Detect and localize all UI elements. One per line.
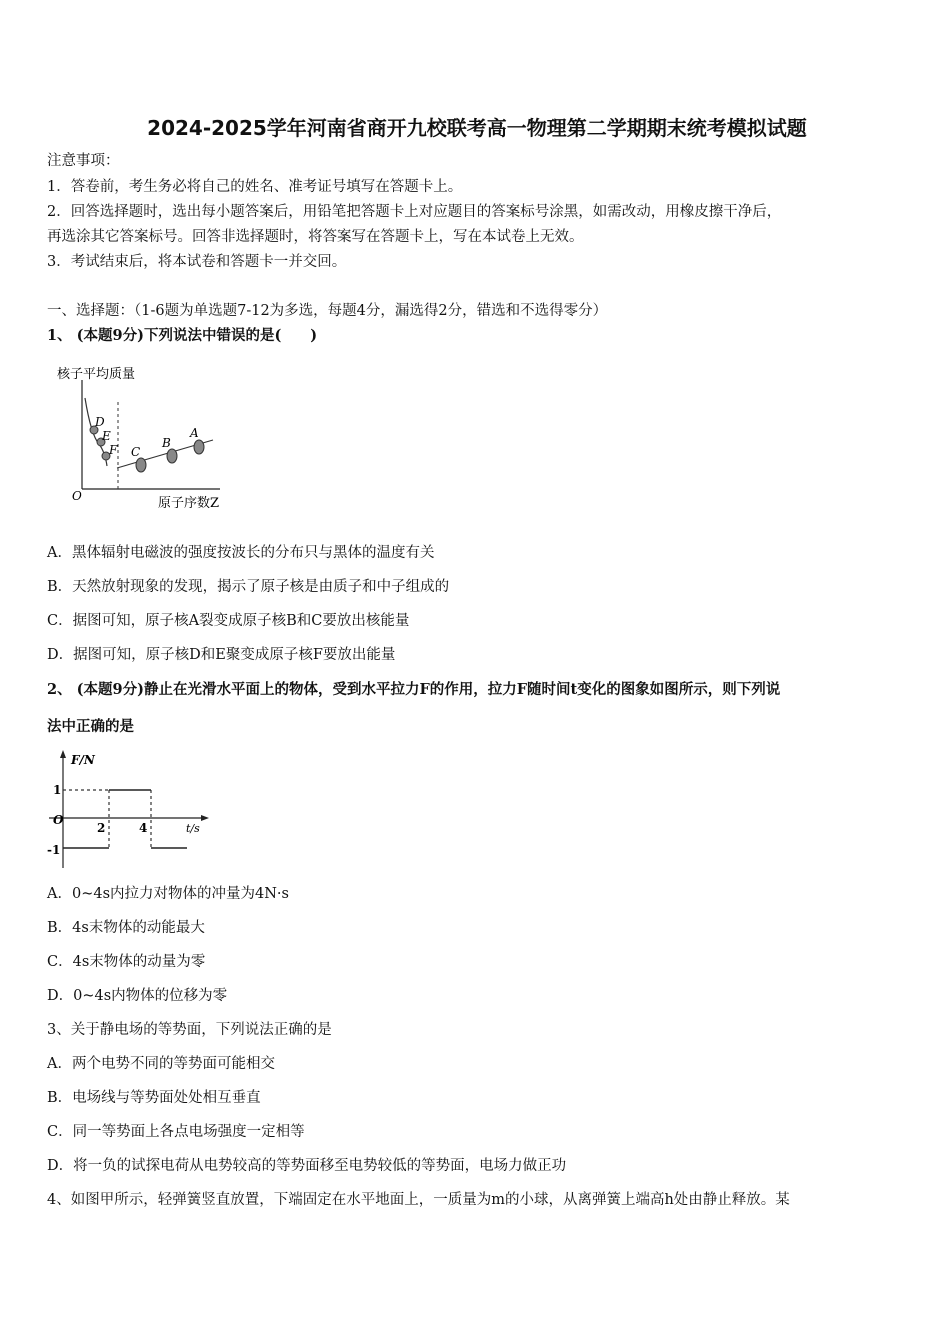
q2-option-c: C．4s末物体的动量为零: [47, 954, 206, 970]
q2-stem-line1: 2、 (本题9分)静止在光滑水平面上的物体，受到水平拉力F的作用，拉力F随时间t变化的图象如图所示，则下列说: [47, 681, 781, 698]
q2-origin-label: O: [53, 813, 64, 827]
notice-heading: 注意事项：: [47, 153, 120, 169]
notice-item-3: 3．考试结束后，将本试卷和答题卡一并交回。: [47, 254, 347, 270]
q2-option-d: D．0~4s内物体的位移为零: [47, 988, 228, 1004]
exam-title: 2024-2025学年河南省商开九校联考高一物理第二学期期末统考模拟试题: [147, 116, 807, 140]
q1-option-d: D．据图可知，原子核D和E聚变成原子核F要放出能量: [47, 647, 396, 663]
q1-point-B: [167, 449, 177, 463]
q1-option-b: B．天然放射现象的发现，揭示了原子核是由质子和中子组成的: [47, 579, 450, 595]
q3-option-c: C．同一等势面上各点电场强度一定相等: [47, 1124, 305, 1140]
q1-label-A: A: [190, 426, 199, 440]
q1-figure-xlabel: 原子序数Z: [158, 496, 220, 511]
q2-y-arrow: [60, 750, 66, 758]
q1-point-A: [194, 440, 204, 454]
q3-option-d: D．将一负的试探电荷从电势较高的等势面移至电势较低的等势面，电场力做正功: [47, 1158, 567, 1174]
q2-x-arrow: [201, 815, 209, 821]
q2-tick-4: 4: [139, 821, 148, 835]
q3-option-b: B．电场线与等势面处处相互垂直: [47, 1090, 261, 1106]
q1-label-D: D: [95, 415, 105, 429]
q1-label-E: E: [102, 429, 111, 443]
notice-item-2: 2．回答选择题时，选出每小题答案后，用铅笔把答题卡上对应题目的答案标号涂黑，如需改动，用橡皮擦干净后，: [47, 204, 782, 220]
q1-origin-label: O: [72, 489, 82, 503]
q2-tick-neg1: -1: [47, 843, 61, 857]
q2-tick-2: 2: [97, 821, 106, 835]
q2-force-time-figure: [47, 748, 217, 870]
q1-label-F: F: [109, 443, 118, 457]
q1-option-a: A．黑体辐射电磁波的强度按波长的分布只与黑体的温度有关: [47, 545, 435, 561]
q2-figure-ylabel: F/N: [71, 753, 95, 767]
q2-tick-pos1: 1: [53, 783, 62, 797]
section-heading: 一、选择题：（1-6题为单选题7-12为多选，每题4分，漏选得2分，错选和不选得零分）: [47, 303, 608, 319]
q1-stem: 1、 (本题9分)下列说法中错误的是( ): [47, 327, 318, 344]
q2-stem-line2: 法中正确的是: [47, 718, 134, 735]
q3-stem: 3、关于静电场的等势面，下列说法正确的是: [47, 1022, 332, 1038]
q1-label-C: C: [131, 445, 141, 459]
notice-item-1: 1．答卷前，考生务必将自己的姓名、准考证号填写在答题卡上。: [47, 179, 463, 195]
notice-item-2-cont: 再选涂其它答案标号。回答非选择题时，将答案写在答题卡上，写在本试卷上无效。: [47, 229, 584, 245]
q1-point-C: [136, 458, 146, 472]
q1-binding-energy-figure: [55, 360, 245, 516]
q2-option-b: B．4s末物体的动能最大: [47, 920, 205, 936]
q3-option-a: A．两个电势不同的等势面可能相交: [47, 1056, 275, 1072]
q4-stem: 4、如图甲所示，轻弹簧竖直放置，下端固定在水平地面上，一质量为m的小球，从离弹簧上端高h处由静止释放。某: [47, 1192, 790, 1208]
q1-figure-ylabel: 核子平均质量: [57, 367, 136, 382]
q2-figure-xlabel: t/s: [186, 822, 200, 835]
q1-option-c: C．据图可知，原子核A裂变成原子核B和C要放出核能量: [47, 613, 410, 629]
q2-option-a: A．0~4s内拉力对物体的冲量为4N·s: [47, 886, 289, 902]
q1-label-B: B: [162, 436, 171, 450]
